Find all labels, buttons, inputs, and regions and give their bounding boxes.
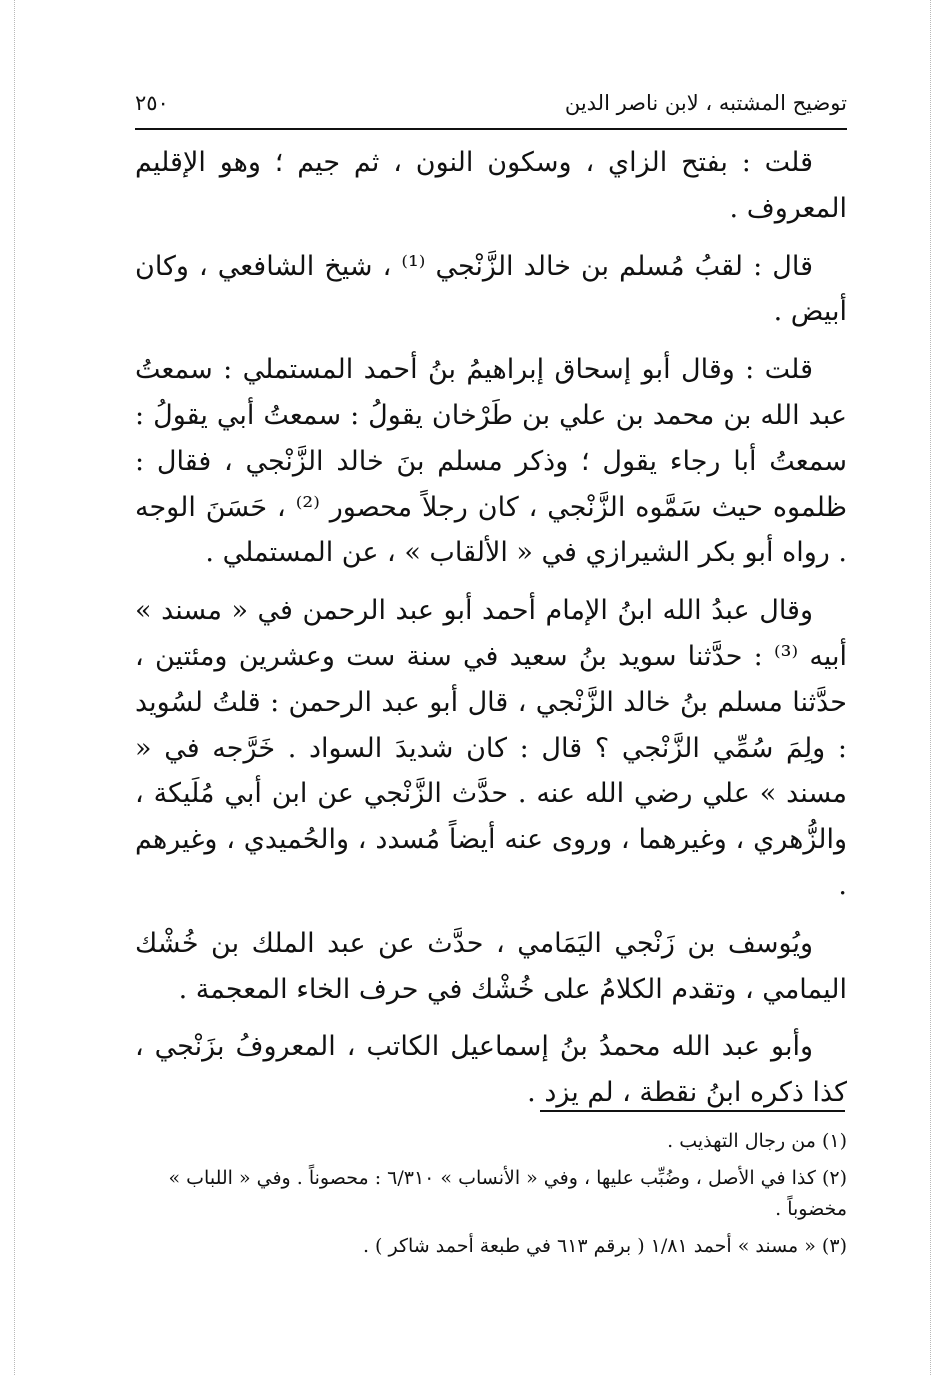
paragraph: قلت : وقال أبو إسحاق إبراهيمُ بنُ أحمد المستملي : سمعتُ عبد الله بن محمد بن علي بن طَرْخان يقولُ : سمعتُ أبي يقولُ : سمعتُ أبا رجاء يقول ؛ وذكر مسلم بنَ خالد الزَّنْجي ، فقال : ظلموه حيث سَمَّوه الزَّنْجي ، كان رجلاً محصور ⁽²⁾ ، حَسَنَ الوجه . رواه أبو بكر الشيرازي في « الألقاب » ، عن المستملي . — [135, 354, 848, 569]
scan-edge-right — [930, 0, 931, 1375]
footnote: (٢) كذا في الأصل ، وضُبِّب عليها ، وفي « الأنساب » ٦/٣١٠ : محصوناً . وفي « اللباب » مخضوباً . — [168, 1167, 847, 1220]
footnote-rule — [540, 1110, 845, 1112]
paragraph: وأبو عبد الله محمدُ بنُ إسماعيل الكاتب ، المعروفُ بزَنْجي ، كذا ذكره ابنُ نقطة ، لم يزد . — [135, 1031, 847, 1109]
header-rule — [135, 128, 847, 130]
page-header — [135, 86, 847, 120]
page-number: ٢٥٠ — [135, 91, 169, 115]
running-title: توضيح المشتبه ، لابن ناصر الدين — [564, 91, 847, 115]
footnotes — [135, 1126, 847, 1268]
scan-edge-left — [14, 0, 15, 1375]
footnote: (٣) « مسند » أحمد ١/٨١ ( برقم ٦١٣ في طبعة أحمد شاكر ) . — [362, 1235, 847, 1257]
paragraph: وقال عبدُ الله ابنُ الإمام أحمد أبو عبد الرحمن في « مسند » أبيه ⁽³⁾ : حدَّثنا سويد بنُ سعيد في سنة ست وعشرين ومئتين ، حدَّثنا مسلم بنُ خالد الزَّنْجي ، قال أبو عبد الرحمن : قلتُ لسُويد : ولِمَ سُمِّي الزَّنْجي ؟ قال : كان شديدَ السواد . خَرَّجه في « مسند » علي رضي الله عنه . حدَّث الزَّنْجي عن ابن أبي مُلَيكة ، والزُّهري ، وغيرهما ، وروى عنه أيضاً مُسدد ، والحُميدي ، وغيرهم . — [135, 595, 847, 901]
paragraph: قال : لقبُ مُسلم بن خالد الزَّنْجي ⁽¹⁾ ، شيخ الشافعي ، وكان أبيض . — [135, 250, 847, 328]
paragraph: ويُوسف بن زَنْجي اليَمَامي ، حدَّث عن عبد الملك بن خُشْك اليمامي ، وتقدم الكلامُ على خُشْك في حرف الخاء المعجمة . — [135, 927, 847, 1005]
paragraph: قلت : بفتح الزاي ، وسكون النون ، ثم جيم ؛ وهو الإقليم المعروف . — [135, 147, 847, 224]
main-text — [135, 140, 847, 1128]
footnote: (١) من رجال التهذيب . — [667, 1130, 847, 1152]
